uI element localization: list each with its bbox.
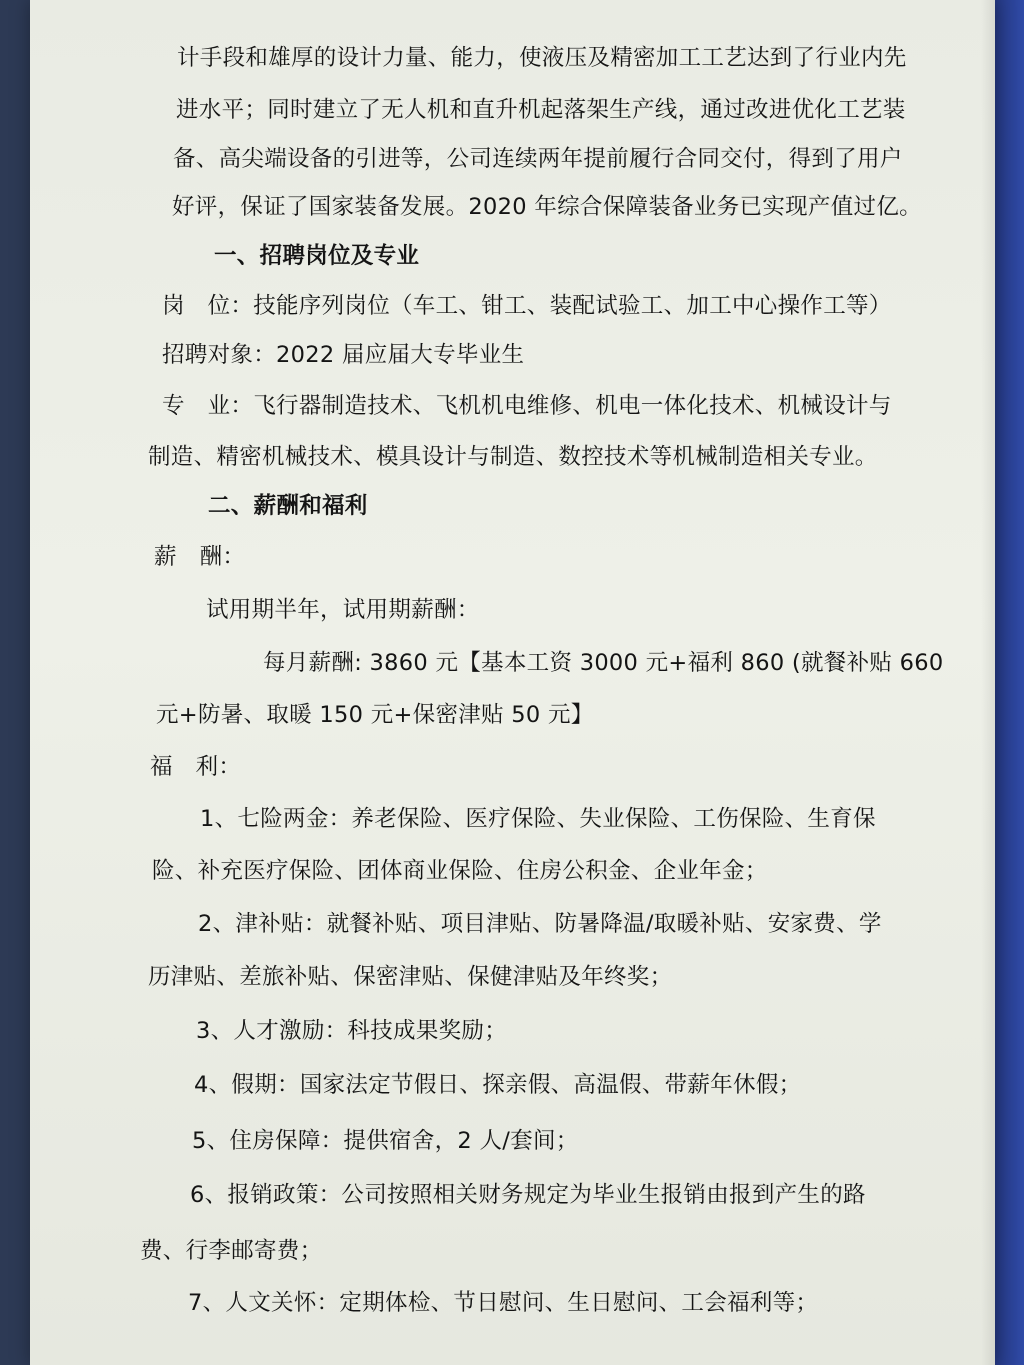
benefit-line-2: 险、补充医疗保险、团体商业保险、住房公积金、企业年金； bbox=[152, 858, 768, 884]
page-edge-shadow bbox=[981, 0, 995, 1365]
benefit-line-4: 历津贴、差旅补贴、保密津贴、保健津贴及年终奖； bbox=[148, 964, 673, 990]
benefit-line-6: 4、假期：国家法定节假日、探亲假、高温假、带薪年休假； bbox=[194, 1072, 802, 1098]
benefits-label: 福 利： bbox=[150, 754, 242, 780]
position-line: 岗 位：技能序列岗位（车工、钳工、装配试验工、加工中心操作工等） bbox=[162, 293, 892, 319]
section-heading-recruitment: 一、招聘岗位及专业 bbox=[214, 243, 420, 269]
monthly-salary-line-1: 每月薪酬: 3860 元【基本工资 3000 元+福利 860 (就餐补贴 660 bbox=[263, 650, 944, 676]
benefit-line-10: 7、人文关怀：定期体检、节日慰问、生日慰问、工会福利等； bbox=[188, 1290, 819, 1316]
benefit-line-5: 3、人才激励：科技成果奖励； bbox=[196, 1018, 508, 1044]
salary-label: 薪 酬： bbox=[154, 544, 246, 570]
major-line-2: 制造、精密机械技术、模具设计与制造、数控技术等机械制造相关专业。 bbox=[148, 444, 878, 470]
benefit-line-7: 5、住房保障：提供宿舍，2 人/套间； bbox=[192, 1128, 579, 1154]
intro-line-2: 进水平；同时建立了无人机和直升机起落架生产线，通过改进优化工艺装 bbox=[176, 97, 906, 123]
benefit-line-3: 2、津补贴：就餐补贴、项目津贴、防暑降温/取暖补贴、安家费、学 bbox=[198, 911, 882, 937]
document-page bbox=[30, 0, 995, 1365]
major-line-1: 专 业：飞行器制造技术、飞机机电维修、机电一体化技术、机械设计与 bbox=[162, 393, 892, 419]
benefit-line-8: 6、报销政策：公司按照相关财务规定为毕业生报销由报到产生的路 bbox=[190, 1182, 866, 1208]
target-line: 招聘对象：2022 届应届大专毕业生 bbox=[162, 342, 525, 368]
benefit-line-1: 1、七险两金：养老保险、医疗保险、失业保险、工伤保险、生育保 bbox=[200, 806, 876, 832]
probation-line: 试用期半年，试用期薪酬： bbox=[206, 597, 480, 623]
intro-line-3: 备、高尖端设备的引进等，公司连续两年提前履行合同交付，得到了用户 bbox=[173, 146, 903, 172]
section-heading-salary-benefits: 二、薪酬和福利 bbox=[208, 493, 368, 519]
intro-line-1: 计手段和雄厚的设计力量、能力，使液压及精密加工工艺达到了行业内先 bbox=[177, 45, 907, 71]
intro-line-4: 好评，保证了国家装备发展。2020 年综合保障装备业务已实现产值过亿。 bbox=[172, 194, 922, 220]
monthly-salary-line-2: 元+防暑、取暖 150 元+保密津贴 50 元】 bbox=[156, 702, 594, 728]
benefit-line-9: 费、行李邮寄费； bbox=[140, 1238, 323, 1264]
